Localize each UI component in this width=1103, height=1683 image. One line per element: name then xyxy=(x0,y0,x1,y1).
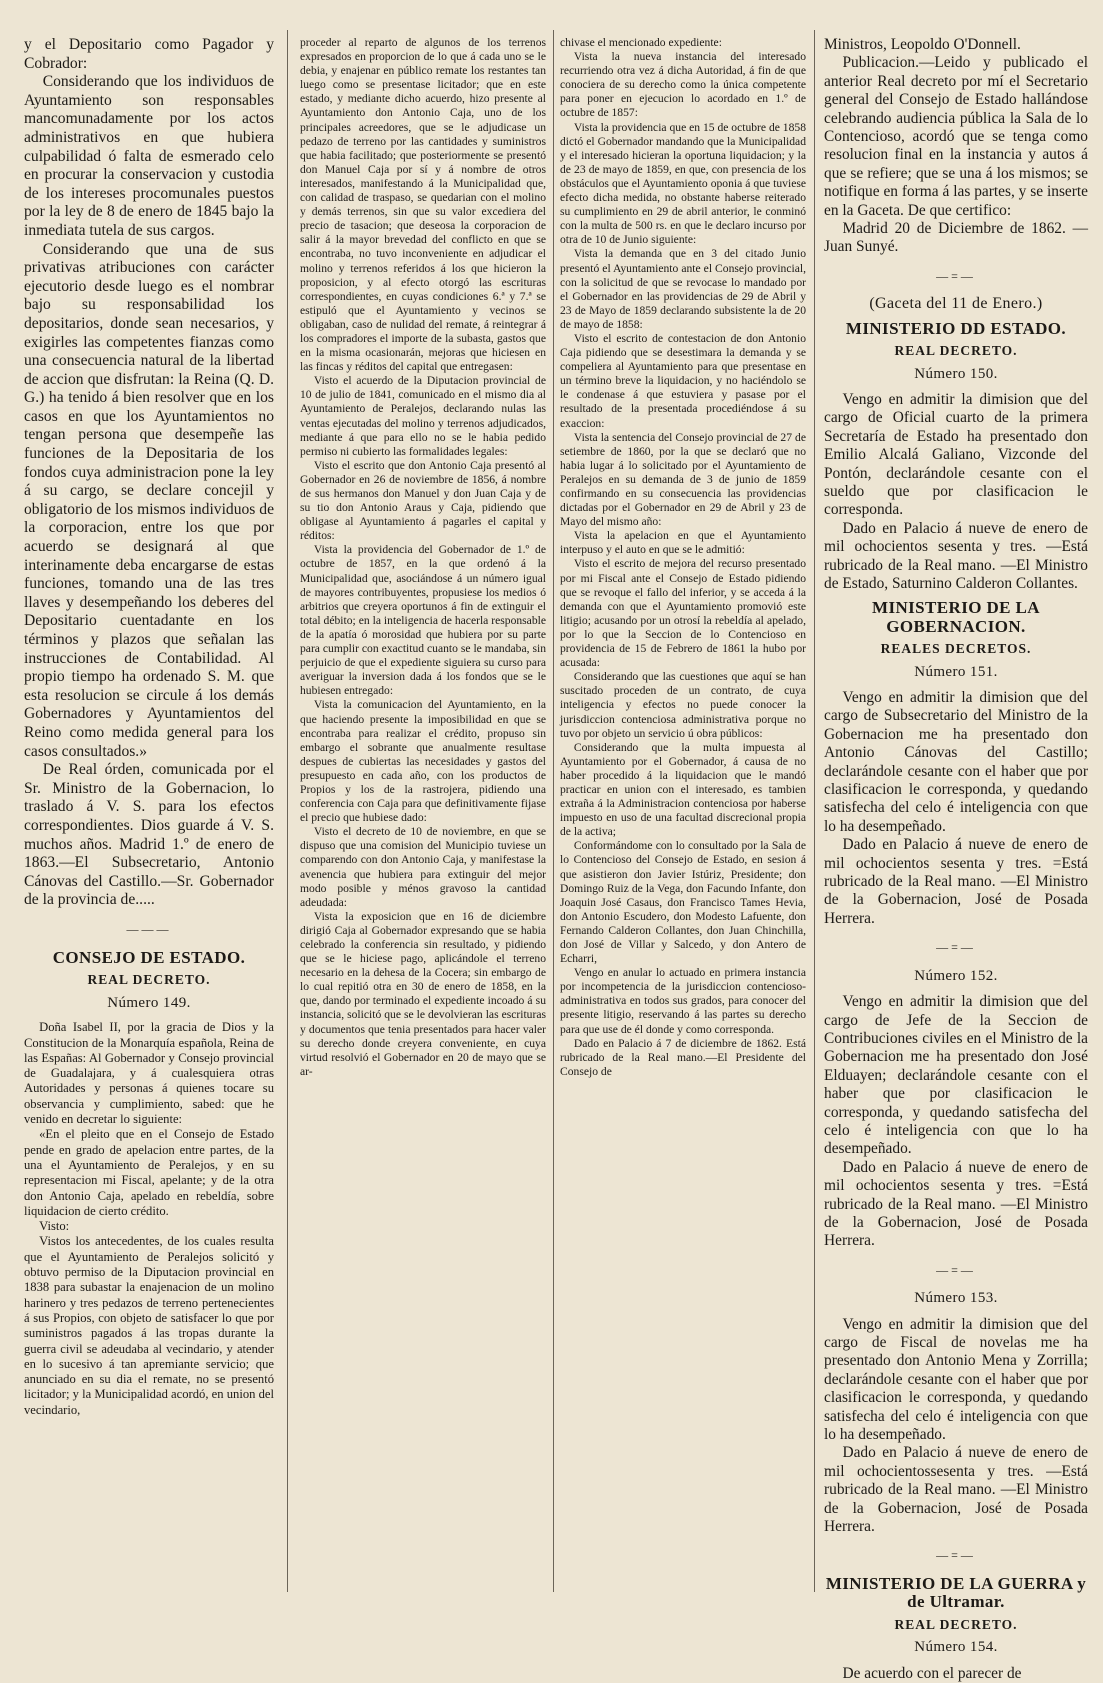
paragraph: Visto el acuerdo de la Diputacion provincial de 10 de julio de 1841, comunicado en el mismo dia al Ayuntamiento de Peralejos, declarando nulas las ventas ejecutadas del molino y terrenos adjudicados, mediante á que para ello no se le habia pedido permiso ni cubierto las formalidades legales: xyxy=(300,374,546,458)
paragraph: Vengo en anular lo actuado en primera instancia por incompetencia de la jurisdiccion contencioso-administrativa en todos sus grados, para conocer del presente litigio, reservando á las partes su derecho para que use de él donde y como corresponda. xyxy=(560,966,806,1036)
paragraph: Dado en Palacio á nueve de enero de mil ochocientossesenta y tres. —Está rubricado de la Real mano. —El Ministro de la Gobernacion, José de Posada Herrera. xyxy=(824,1444,1088,1536)
paragraph: Considerando que los individuos de Ayuntamiento son responsables mancomunadamente por los actos administrativos en que hubiera culpabilidad ó falta de esmerado celo en procurar la conservacion y custodia de los intereses procomunales puestos por la ley de 8 de enero de 1845 bajo la inmediata tutela de sus cargos. xyxy=(24,73,274,239)
separator: —=— xyxy=(936,940,976,955)
paragraph: Vista la comunicacion del Ayuntamiento, en la que haciendo presente la imposibilidad en que se encontraba para realizar el crédito, propuso sin embargo el sobrante que anualmente resultase despues de cubiertas las necesidades y gastos del presupuesto en cada año, con los productos de Propios y los de la rastrojera, pidiendo una conferencia con Caja para que definitivamente fijase el precio que hubiese dado: xyxy=(300,698,546,825)
paragraph: Visto el escrito de mejora del recurso presentado por mi Fiscal ante el Consejo de Estado pidiendo que se revoque el fallo del inferior, y se acceda á la demanda con que el Ayuntamiento promovió este litigio; acusando por un otrosí la rebeldía al apelado, por lo que la Seccion de lo Contencioso en providencia de 15 de Febrero de 1861 la hubo por acusada: xyxy=(560,557,806,670)
column-rule xyxy=(814,30,815,1592)
decree-number: Número 154. xyxy=(914,1639,998,1656)
paragraph: Vengo en admitir la dimision que del cargo de Fiscal de novelas me ha presentado don Antonio Mena y Zorrilla; declarándole cesante con el haber que por clasificacion le corresponda, y quedando satisfecha del celo é inteligencia con que lo ha desempeñado. xyxy=(824,1315,1088,1444)
paragraph: Vengo en admitir la dimision que del cargo de Jefe de la Seccion de Contribuciones civiles en el Ministro de la Gobernacion me ha presentado don José Elduayen; declarándole cesante con el haber que por clasificacion le corresponda, y quedando satisfecha del celo é inteligencia con que lo ha desempeñado. xyxy=(824,993,1088,1158)
decree-number: Número 150. xyxy=(914,365,998,382)
paragraph: Vista la providencia del Gobernador de 1.º de octubre de 1857, en la que ordenó á la Municipalidad que, asociándose á un número igual de mayores contribuyentes, propusiese los medios ó arbitrios que creyera oportunos á fin de extinguir el total débito; en la inteligencia de hacerla responsable de la apatía ó morosidad que hubiera por su parte para cumplir con exactitud cuanto se le mandaba, sin perjuicio de que el expediente siguiera su curso para averiguar la inversion dada á los fondos que se le hubiesen entregado: xyxy=(300,543,546,698)
column-1 xyxy=(24,36,274,1592)
paragraph: Vista la providencia que en 15 de octubre de 1858 dictó el Gobernador mandando que la Municipalidad y el interesado hicieran la oportuna liquidacion; y la de 23 de mayo de 1859, en que, con presencia de los obstáculos que el Ayuntamiento oponia á que tuviese efecto dicha medida, no obstante haberse reiterado su cumplimiento en 29 de abril anterior, le conminó con la multa de 500 rs. en que le declaro incurso por otra de 10 de Junio siguiente: xyxy=(560,120,806,247)
column-rule xyxy=(287,30,288,1592)
paragraph: Publicacion.—Leido y publicado el anterior Real decreto por mí el Secretario general del Consejo de Estado hallándose celebrando audiencia pública la Sala de lo Contencioso, acordó que se tenga como resolucion final en la instancia y autos á que se refiere; que se una á los mismos; se notifique en forma á las partes, y se inserte en la Gaceta. De que certifico: xyxy=(824,54,1088,219)
section-heading: CONSEJO DE ESTADO. xyxy=(52,947,246,967)
paragraph: chivase el mencionado expediente: xyxy=(560,36,722,49)
column-2 xyxy=(300,36,546,1592)
paragraph: Dado en Palacio á nueve de enero de mil ochocientos sesenta y tres. —Está rubricado de la Real mano. —El Ministro de Estado, Saturnino Calderon Collantes. xyxy=(824,519,1088,592)
paragraph: Doña Isabel II, por la gracia de Dios y la Constitucion de la Monarquía española, Reina de las Españas: Al Gobernador y Consejo provincial de Guadalajara, y á cualesquiera otras Autoridades y personas á quienes tocare su observancia y cumplimiento, sabed: que he venido en decretar lo siguiente: xyxy=(24,1020,274,1127)
section-heading: MINISTERIO DD ESTADO. xyxy=(845,318,1067,338)
paragraph: «En el pleito que en el Consejo de Estado pende en grado de apelacion entre partes, de la una el Ayuntamiento de Peralejos, y en su representacion mi Fiscal, apelante; y de la otra don Antonio Caja, apelado en rebeldía, sobre liquidacion de cierto crédito. xyxy=(24,1127,274,1218)
subheading: REAL DECRETO. xyxy=(894,1616,1018,1632)
decree-number: Número 151. xyxy=(914,663,998,680)
column-3 xyxy=(560,36,806,1592)
paragraph: Vista la nueva instancia del interesado recurriendo otra vez á dicha Autoridad, á fin de que conociera de su derecho como la única competente para poner en ejecucion lo acordado en 1.º de octubre de 1857: xyxy=(560,50,806,120)
subheading: REAL DECRETO. xyxy=(894,343,1018,359)
separator: —=— xyxy=(936,1262,976,1277)
paragraph: Visto el decreto de 10 de noviembre, en que se dispuso que una comision del Municipio tuviese un comparendo con don Antonio Caja, y manifestase la avenencia que hubiera para extinguir del mejor modo posible y ménos gravoso la cantidad adeudada: xyxy=(300,825,546,909)
paragraph: Considerando que la multa impuesta al Ayuntamiento por el Gobernador, á causa de no haber procedido á la liquidacion que le mandó practicar en union con el interesado, es tambien extraña á la Administracion contenciosa por haberse impuesto en uso de una facultad discrecional propia de la activa; xyxy=(560,740,806,839)
separator: —=— xyxy=(936,268,976,283)
subheading: REAL DECRETO. xyxy=(87,972,211,988)
column-rule xyxy=(553,30,554,1592)
section-heading: MINISTERIO DE LA GOBERNACION. xyxy=(872,598,1040,636)
paragraph: Dado en Palacio á 7 de diciembre de 1862. Está rubricado de la Real mano.—El Presidente del Consejo de xyxy=(560,1036,806,1078)
separator: ——— xyxy=(126,921,172,936)
subheading: REALES DECRETOS. xyxy=(880,641,1032,657)
column-4 xyxy=(824,36,1088,1682)
decree-number: Número 152. xyxy=(914,967,998,984)
decree-number: Número 153. xyxy=(914,1290,998,1307)
paragraph: Considerando que las cuestiones que aquí se han suscitado proceden de un contrato, de cuya inteligencia y efectos no puede conocer la jurisdiccion contenciosa administrativa porque no tuvo por objeto un servicio ú obra públicos: xyxy=(560,670,806,740)
signature-line: Madrid 20 de Diciembre de 1862. —Juan Sunyé. xyxy=(824,220,1088,256)
paragraph: y el Depositario como Pagador y Cobrador: xyxy=(24,36,274,72)
paragraph: Visto: xyxy=(39,1219,70,1234)
paragraph: Dado en Palacio á nueve de enero de mil ochocientos sesenta y tres. =Está rubricado de la Real mano. —El Ministro de la Gobernacion, José de Posada Herrera. xyxy=(824,1158,1088,1250)
paragraph: Vengo en admitir la dimision que del cargo de Oficial cuarto de la primera Secretaría de Estado ha presentado don Emilio Alcalá Galiano, Vizconde del Pontón, declarándole cesante con el sueldo que por clasificacion le corresponda. xyxy=(824,390,1088,519)
paragraph: De acuerdo con el parecer de xyxy=(842,1664,1022,1682)
paragraph: Vista la sentencia del Consejo provincial de 27 de setiembre de 1860, por la que se declaró que no habia lugar á lo solicitado por el Ayuntamiento de Peralejos en su demanda de 3 de junio de 1859 confirmando en su consecuencia las providencias dictadas por el Gobernador en 29 de Abril y 23 de Mayo del mismo año: xyxy=(560,430,806,529)
paragraph: Vista la apelacion en que el Ayuntamiento interpuso y el auto en que se le admitió: xyxy=(560,529,806,557)
paragraph: Visto el escrito de contestacion de don Antonio Caja pidiendo que se desestimara la demanda y se compeliera al Ayuntamiento para que presentase en un término breve la liquidacion, y no haciéndolo se le condenase á que estuviera y pasase por el resultado de la presentada procediéndose á su exaccion: xyxy=(560,331,806,430)
gazette-date: (Gaceta del 11 de Enero.) xyxy=(869,295,1043,313)
paragraph: Ministros, Leopoldo O'Donnell. xyxy=(824,36,1021,53)
paragraph: Vistos los antecedentes, de los cuales resulta que el Ayuntamiento de Peralejos solicitó y obtuvo permiso de la Diputacion provincial en 1838 para subastar la enajenacion de un molino harinero y tres pedazos de terreno pertenecientes á sus Propios, con objeto de satisfacer lo que por suministros pagados á las tropas durante la guerra civil se adeudaba al vecindario, y atender en lo sucesivo á tan apremiante servicio; que anunciado en su dia el remate, no se presentó licitador; y la Municipalidad acordó, en union del vecindario, xyxy=(24,1234,274,1417)
paragraph: Considerando que una de sus privativas atribuciones con carácter ejecutorio desde luego es el nombrar bajo su responsabilidad los depositarios, donde sean necesarios, y exigirles las competentes fianzas como una consecuencia natural de la libertad de accion que disfrutan: la Reina (Q. D. G.) ha tenido á bien resolver que en los casos en que los Ayuntamientos no tengan persona que desempeñe las funciones de la Depositaria de los fondos cuya administracion pone la ley á su cargo, se declare concejil y obligatorio de los mismos individuos de la corporacion, entre los que por acuerdo se designará al que interinamente deba encargarse de estas funciones, tomando una de las tres llaves y desempeñando los deberes del Depositario cuentadante en los términos y plazos que señalan las instrucciones de Contabilidad. Al propio tiempo ha ordenado S. M. que esta resolucion se circule á los demás Gobernadores y Ayuntamientos del Reino como medida general para los casos consultados.» xyxy=(24,240,274,760)
paragraph: proceder al reparto de algunos de los terrenos expresados en proporcion de lo que á cada uno se le debia, y enajenar en público remate los restantes tan luego como se presentase licitador; que en este estado, y mediante dicho acuerdo, hizo presente al Ayuntamiento don Antonio Caja, uno de los principales acreedores, que se le adjudicase un pedazo de terreno por las cantidades y suministros que habia facilitado; que posteriormente se presentó don Manuel Caja por sí y á nombre de otros interesados, manifestando á la Municipalidad que, con calidad de traspaso, se quedarian con el molino y demás terrenos, sin que su valor excediera del precio de tasacion; que deseosa la corporacion de salir á la mayor brevedad del conflicto en que se encontraba, no tuvo inconveniente en adjudicar el molino y terrenos referidos á los que hicieron la proposicion, y al efecto otorgó las escrituras correspondientes, en cuyas condiciones 6.ª y 7.ª se estipuló que el Ayuntamiento y vecinos se obligaban, caso de nulidad del remate, á reintegrar á los compradores el importe de la subasta, gastos que en la misma ocasionarán, mejoras que hiciesen en las fincas y réditos del capital que entregasen: xyxy=(300,36,546,374)
paragraph: Vista la demanda que en 3 del citado Junio presentó el Ayuntamiento ante el Consejo provincial, con la solicitud de que se revocase lo mandado por el Gobernador en las providencias de 29 de Abril y 23 de Mayo de 1859 declarando subsistente la de 20 de mayo de 1858: xyxy=(560,247,806,331)
separator: —=— xyxy=(936,1548,976,1563)
paragraph: Conformándome con lo consultado por la Sala de lo Contencioso del Consejo de Estado, en sesion á que asistieron don Javier Istúriz, Presidente; don Domingo Ruiz de la Vega, don Facundo Infante, don Joaquin José Casaus, don Francisco Tames Hevia, don Antonio Escudero, don Modesto Lafuente, don Fernando Calderon Collantes, don Juan Chinchilla, don José de Villar y Salcedo, y don Antero de Echarri, xyxy=(560,839,806,966)
paragraph: Dado en Palacio á nueve de enero de mil ochocientos sesenta y tres. =Está rubricado de la Real mano. —El Ministro de la Gobernacion, José de Posada Herrera. xyxy=(824,836,1088,927)
paragraph: Visto el escrito que don Antonio Caja presentó al Gobernador en 26 de noviembre de 1856, á nombre de sus hermanos don Manuel y don Juan Caja y de su tio don Antonio Araus y Caja, pidiendo que obligase al Ayuntamiento á pagarles el capital y réditos: xyxy=(300,458,546,543)
paragraph: Vista la exposicion que en 16 de diciembre dirigió Caja al Gobernador expresando que se habia celebrado la conferencia sin resultado, y pidiendo que se le hiciese pago, aplicándole el terreno necesario en la dehesa de la Cocera; sin embargo de lo cual repitió otra en 30 de enero de 1858, en la que, dando por terminado el expediente incoado á su instancia, solicitó que se le devolvieran las escrituras y documentos que tenia presentados para hacer valer su derecho donde creyera conveniente, en cuya virtud resolvió el Gobernador en 20 de mayo que se ar- xyxy=(300,909,546,1078)
paragraph: Vengo en admitir la dimision que del cargo de Subsecretario del Ministro de la Gobernacion me ha presentado don Antonio Cánovas del Castillo; declarándole cesante con el haber que por clasificacion le corresponda, y quedando satisfecha del celo é inteligencia con que lo ha desempeñado. xyxy=(824,689,1088,835)
decree-number: Número 149. xyxy=(107,994,191,1011)
section-heading: MINISTERIO DE LA GUERRA y de Ultramar. xyxy=(825,1573,1087,1612)
paragraph: De Real órden, comunicada por el Sr. Ministro de la Gobernacion, lo traslado á V. S. para los efectos correspondientes. Dios guarde á V. S. muchos años. Madrid 1.º de enero de 1863.—El Subsecretario, Antonio Cánovas del Castillo.—Sr. Gobernador de la provincia de..... xyxy=(24,761,274,909)
